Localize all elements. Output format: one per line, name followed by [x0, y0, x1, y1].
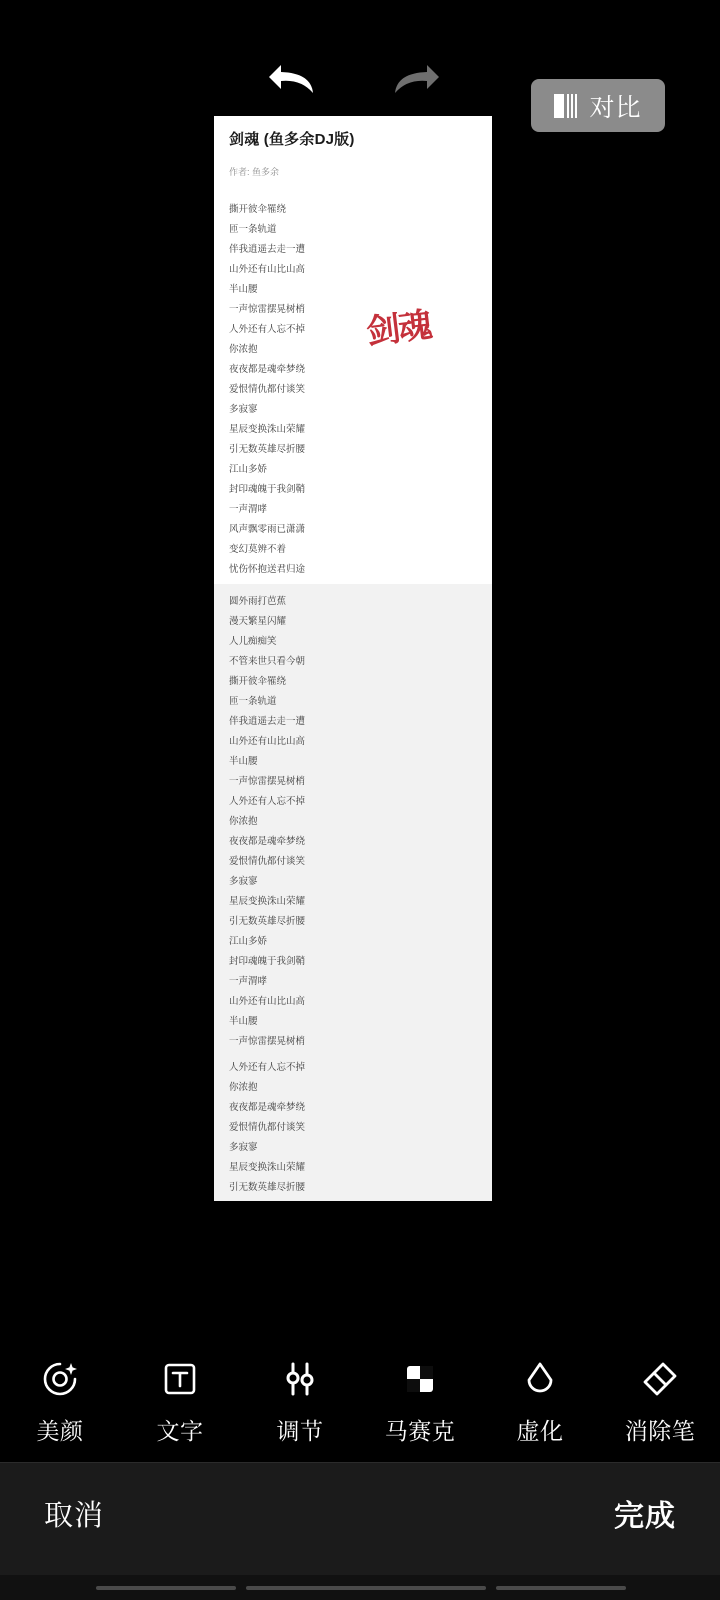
tool-label: 调节	[276, 1417, 324, 1444]
lyric-line: 夜夜都是魂牵梦绕	[229, 836, 306, 847]
lyrics-block	[229, 200, 479, 1198]
tool-label: 美颜	[36, 1417, 84, 1444]
lyric-line: 爱恨情仇都付谈笑	[229, 1122, 306, 1133]
tool-label: 文字	[156, 1417, 204, 1444]
lyric-line: 撕开彼伞罹绕	[229, 676, 287, 687]
lyric-line: 封印魂魄于我剑鞘	[229, 956, 306, 967]
song-author: 作者: 鱼多余	[229, 167, 280, 177]
lyric-line: 伴我逍遥去走一遭	[229, 716, 306, 727]
lyric-line: 撕开彼伞罹绕	[229, 204, 287, 215]
lyric-line: 江山多娇	[229, 936, 268, 947]
lyric-line: 夜夜都是魂牵梦绕	[229, 1102, 306, 1113]
mosaic-icon	[400, 1359, 440, 1399]
lyric-line: 山外还有山比山高	[229, 996, 306, 1007]
lyric-line: 你浓抱	[229, 1082, 258, 1093]
undo-arrow-icon	[265, 57, 323, 108]
lyric-line: 山外还有山比山高	[229, 736, 306, 747]
compare-label: 对比	[589, 93, 642, 122]
eraser-pen-icon	[640, 1359, 680, 1399]
song-title: 剑魂 (鱼多余DJ版)	[229, 131, 355, 148]
lyric-line: 漫天繁星闪耀	[229, 616, 287, 627]
lyric-line: 不管来世只看今朝	[229, 656, 306, 667]
tool-label: 马赛克	[384, 1417, 456, 1444]
lyric-line: 伴我逍遥去走一遭	[229, 244, 306, 255]
seal-stamp: 剑魂	[364, 307, 433, 352]
lyric-line: 多寂寥	[229, 1142, 258, 1153]
tool-label: 虚化	[516, 1417, 564, 1444]
lyric-line: 引无数英雄尽折腰	[229, 916, 306, 927]
lyric-line: 夜夜都是魂牵梦绕	[229, 364, 306, 375]
lyric-line: 匝一条轨道	[229, 696, 277, 707]
lyric-line: 星辰变换洙山荣耀	[229, 1162, 306, 1173]
lyric-line: 星辰变换洙山荣耀	[229, 424, 306, 435]
text-tool-icon	[160, 1359, 200, 1399]
lyric-line: 你浓抱	[229, 344, 258, 355]
nav-back-indicator[interactable]	[96, 1586, 236, 1590]
lyric-line: 半山腰	[229, 284, 258, 295]
lyric-line: 半山腰	[229, 756, 258, 767]
lyric-line: 多寂寥	[229, 876, 258, 887]
tool-mosaic[interactable]	[360, 1342, 480, 1462]
redo-button[interactable]	[382, 50, 446, 114]
tool-eraser[interactable]	[600, 1342, 720, 1462]
done-button[interactable]: 完成	[614, 1500, 676, 1533]
tool-blur[interactable]	[480, 1342, 600, 1462]
system-nav-bar	[0, 1575, 720, 1600]
lyric-line: 风声飘零雨已潇潇	[229, 524, 306, 535]
lyric-line: 一声惊雷摆晃树梢	[229, 304, 306, 315]
lyric-line: 封印魂魄于我剑鞘	[229, 484, 306, 495]
lyric-line: 多寂寥	[229, 404, 258, 415]
blur-drop-icon	[520, 1359, 560, 1399]
lyric-line: 引无数英雄尽折腰	[229, 1182, 306, 1193]
lyric-line: 你浓抱	[229, 816, 258, 827]
lyric-line: 变幻莫辨不着	[229, 544, 287, 555]
tool-adjust[interactable]	[240, 1342, 360, 1462]
bottom-action-bar	[0, 1463, 720, 1575]
beauty-face-icon	[40, 1359, 80, 1399]
lyric-line: 山外还有山比山高	[229, 264, 306, 275]
lyric-line: 爱恨情仇都付谈笑	[229, 384, 306, 395]
lyric-line: 圆外雨打芭蕉	[229, 596, 287, 607]
tool-beauty[interactable]	[0, 1342, 120, 1462]
lyric-line: 一声惊雷摆晃树梢	[229, 776, 306, 787]
lyric-line: 人外还有人忘不掉	[229, 796, 306, 807]
lyric-line: 引无数英雄尽折腰	[229, 444, 306, 455]
lyric-line: 星辰变换洙山荣耀	[229, 896, 306, 907]
lyric-line: 江山多娇	[229, 464, 268, 475]
tool-label: 消除笔	[624, 1417, 696, 1444]
adjust-sliders-icon	[280, 1359, 320, 1399]
lyric-line: 一声惊雷摆晃树梢	[229, 1036, 306, 1047]
compare-split-icon	[554, 92, 580, 120]
lyric-line: 爱恨情仇都付谈笑	[229, 856, 306, 867]
undo-button[interactable]	[262, 50, 326, 114]
lyric-line: 半山腰	[229, 1016, 258, 1027]
lyric-line: 一声渭哮	[229, 976, 268, 987]
lyric-line: 人外还有人忘不掉	[229, 1062, 306, 1073]
lyric-line: 匝一条轨道	[229, 224, 277, 235]
image-canvas[interactable]	[214, 116, 492, 1201]
cancel-button[interactable]: 取消	[44, 1500, 105, 1532]
redo-arrow-icon	[385, 57, 443, 108]
nav-recents-indicator[interactable]	[496, 1586, 626, 1590]
editor-tool-row	[0, 1342, 720, 1462]
nav-home-indicator[interactable]	[246, 1586, 486, 1590]
lyric-line: 忧伤怀抱送君归途	[229, 564, 306, 575]
compare-button[interactable]	[531, 79, 665, 132]
lyric-line: 一声渭哮	[229, 504, 268, 515]
lyric-line: 人儿痴痴笑	[229, 636, 277, 647]
lyric-line: 人外还有人忘不掉	[229, 324, 306, 335]
tool-text[interactable]	[120, 1342, 240, 1462]
